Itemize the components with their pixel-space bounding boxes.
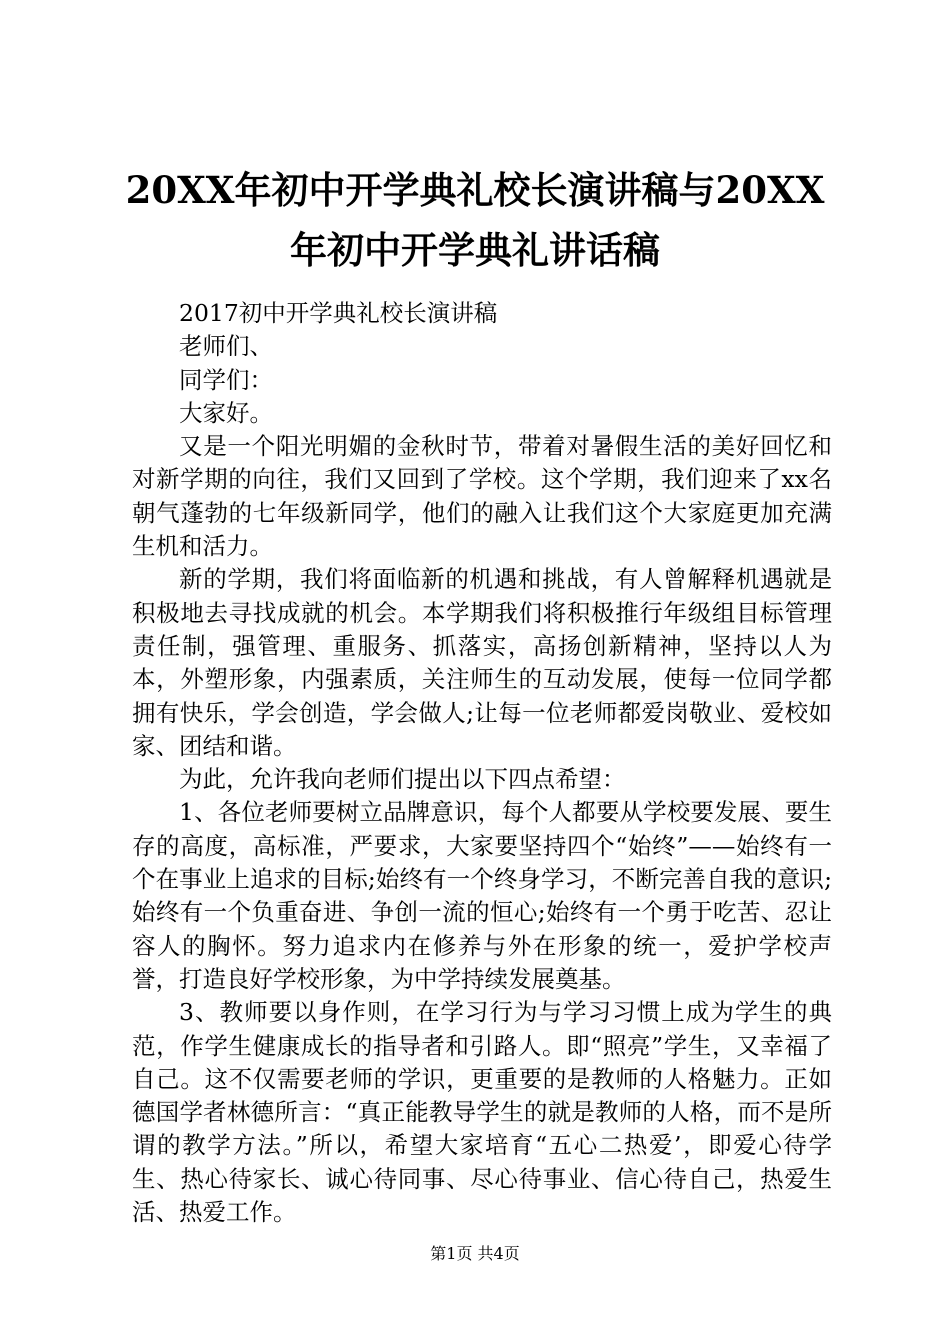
- body-paragraph: 新的学期，我们将面临新的机遇和挑战，有人曾解释机遇就是积极地去寻找成就的机会。本学期我们将积极推行年级组目标管理责任制，强管理、重服务、抓落实，高扬创新精神，坚持以人为本，外塑形象，内强素质，关注师生的互动发展，使每一位同学都拥有快乐，学会创造，学会做人;让每一位老师都爱岗敬业、爱校如家、团结和谐。: [132, 565, 832, 760]
- greeting-paragraph: 大家好。: [179, 398, 273, 427]
- salutation-students: 同学们：: [179, 365, 273, 394]
- page-footer: 第1页 共4页: [430, 1244, 520, 1263]
- body-paragraph: 为此，允许我向老师们提出以下四点希望：: [179, 765, 626, 794]
- body-paragraph: 1、各位老师要树立品牌意识，每个人都要从学校要发展、要生存的高度，高标准，严要求，大家要坚持四个“始终”——始终有一个在事业上追求的目标;始终有一个终身学习，不断完善自我的意识;始终有一个负重奋进、争创一流的恒心;始终有一个勇于吃苦、忍让容人的胸怀。努力追求内在修养与外在形象的统一，爱护学校声誉，打造良好学校形象，为中学持续发展奠基。: [132, 798, 832, 993]
- subtitle-paragraph: 2017初中开学典礼校长演讲稿: [179, 299, 498, 327]
- salutation-teachers: 老师们、: [179, 332, 273, 361]
- body-paragraph: 3、教师要以身作则，在学习行为与学习习惯上成为学生的典范，作学生健康成长的指导者和引路人。即“照亮”学生，又幸福了自己。这不仅需要老师的学识，更重要的是教师的人格魅力。正如德国学者林德所言：“真正能教导学生的就是教师的人格，而不是所谓的教学方法。”所以，希望大家培育“五心二热爱’，即爱心待学生、热心待家长、诚心待同事、尽心待事业、信心待自己，热爱生活、热爱工作。: [132, 998, 832, 1227]
- body-paragraph: 又是一个阳光明媚的金秋时节，带着对暑假生活的美好回忆和对新学期的向往，我们又回到了学校。这个学期，我们迎来了xx名朝气蓬勃的七年级新同学，他们的融入让我们这个大家庭更加充满生机和活力。: [132, 432, 832, 561]
- document-title: 20XX年初中开学典礼校长演讲稿与20XX年初中开学典礼讲话稿: [125, 168, 825, 272]
- document-body: [132, 297, 832, 1229]
